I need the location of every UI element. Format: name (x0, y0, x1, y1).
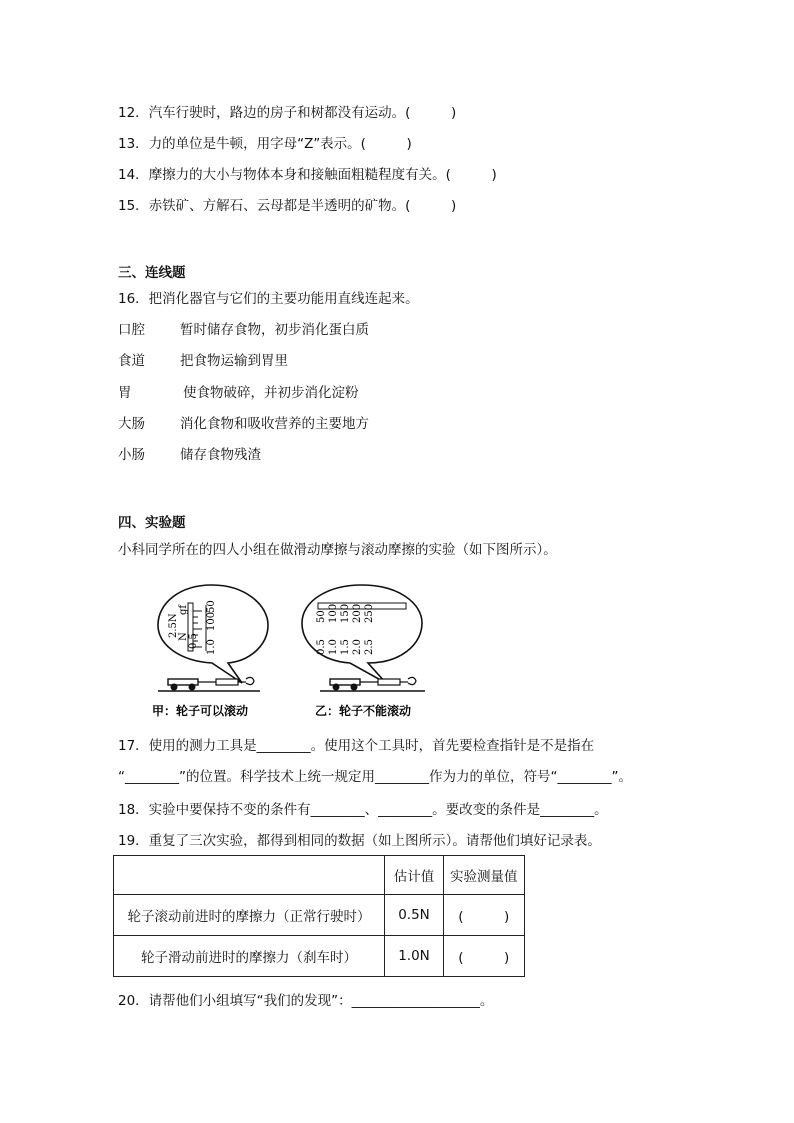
question-16: 16．把消化器官与它们的主要功能用直线连起来。 (118, 291, 419, 307)
experiment-figure (150, 583, 440, 723)
table-header-cell: 估计值 (385, 856, 444, 895)
scale-mark: 1.5 (340, 639, 351, 655)
figure-caption-left: 甲：轮子可以滚动 (152, 704, 249, 718)
scale-unit-gf: gf (178, 604, 189, 615)
question-text: 力的单位是牛顿，用字母“Z”表示。( ) (148, 136, 412, 152)
question-15 (118, 197, 456, 215)
question-number: 15． (118, 198, 149, 214)
question-17-line-2: “________”的位置。科学技术上统一规定用________作为力的单位，符号“________”。 (118, 769, 632, 785)
table-row (114, 936, 525, 977)
function-item: 消化食物和吸收营养的主要地方 (180, 416, 369, 432)
question-number: 14． (118, 167, 149, 183)
table-cell: 1.0N (385, 936, 444, 977)
question-13 (118, 135, 412, 153)
scale-mark: 0.5 (316, 639, 327, 655)
function-item: 把食物运输到胃里 (180, 353, 288, 369)
organ-large-intestine: 大肠 (118, 416, 145, 432)
table-header-row (114, 856, 525, 895)
scale-mark: 1.0 (328, 639, 339, 655)
answer-blank-cell[interactable]: ( ) (444, 895, 525, 936)
scale-unit-n: N (178, 632, 189, 641)
scale-label-n-max: 2.5N (168, 613, 179, 638)
scale-mark: 100 (328, 603, 339, 623)
scale-mark: 2.0 (352, 639, 363, 655)
table-header-cell: 实验测量值 (444, 856, 525, 895)
function-item: 使食物破碎，并初步消化淀粉 (183, 385, 359, 401)
organ-esophagus: 食道 (118, 353, 145, 369)
right-cart-with-scale (320, 677, 425, 691)
section-heading-experiment: 四、实验题 (118, 515, 186, 531)
table-cell: 0.5N (385, 895, 444, 936)
organ-mouth: 口腔 (118, 322, 145, 338)
section-heading-matching: 三、连线题 (118, 265, 186, 281)
organ-small-intestine: 小肠 (118, 447, 145, 463)
scale-mark: 200 (352, 603, 363, 623)
question-18: 18．实验中要保持不变的条件有________、________。要改变的条件是________。 (118, 802, 608, 818)
scale-mark: 50 (316, 610, 327, 623)
left-cart-with-scale (158, 677, 260, 691)
question-text: 汽车行驶时，路边的房子和树都没有运动。( ) (148, 105, 457, 121)
left-spring-scale-bubble (158, 585, 268, 683)
function-item: 储存食物残渣 (180, 447, 261, 463)
table-row (114, 895, 525, 936)
question-20: 20．请帮他们小组填写“我们的发现”：___________________。 (118, 993, 494, 1009)
question-text: 赤铁矿、方解石、云母都是半透明的矿物。( ) (148, 198, 457, 214)
scale-mark: 150 (340, 603, 351, 623)
scale-mark: 2.5 (364, 639, 375, 655)
scale-mark: 50 (206, 600, 217, 613)
organ-stomach: 胃 (118, 385, 132, 401)
scale-mark: 100 (206, 611, 217, 631)
scale-mark: 0.5 (188, 633, 199, 649)
record-table (113, 855, 525, 977)
table-cell: 轮子滚动前进时的摩擦力（正常行驶时） (114, 895, 385, 936)
question-text: 摩擦力的大小与物体本身和接触面粗糙程度有关。( ) (148, 167, 497, 183)
question-19: 19．重复了三次实验，都得到相同的数据（如上图所示）。请帮他们填好记录表。 (118, 833, 601, 849)
function-item: 暂时储存食物，初步消化蛋白质 (180, 322, 369, 338)
experiment-intro: 小科同学所在的四人小组在做滑动摩擦与滚动摩擦的实验（如下图所示）。 (118, 542, 557, 558)
scale-mark: 1.0 (206, 639, 217, 655)
question-12 (118, 104, 456, 122)
right-spring-scale-bubble (302, 585, 422, 683)
answer-blank-cell[interactable]: ( ) (444, 936, 525, 977)
question-17-line-1: 17．使用的测力工具是________。使用这个工具时，首先要检查指针是不是指在 (118, 738, 595, 754)
question-number: 12． (118, 105, 149, 121)
question-number: 13． (118, 136, 149, 152)
scale-mark: 250 (364, 603, 375, 623)
figure-caption-right: 乙：轮子不能滚动 (315, 704, 412, 718)
question-14 (118, 166, 497, 184)
table-cell: 轮子滑动前进时的摩擦力（刹车时） (114, 936, 385, 977)
table-header-cell (114, 856, 385, 895)
